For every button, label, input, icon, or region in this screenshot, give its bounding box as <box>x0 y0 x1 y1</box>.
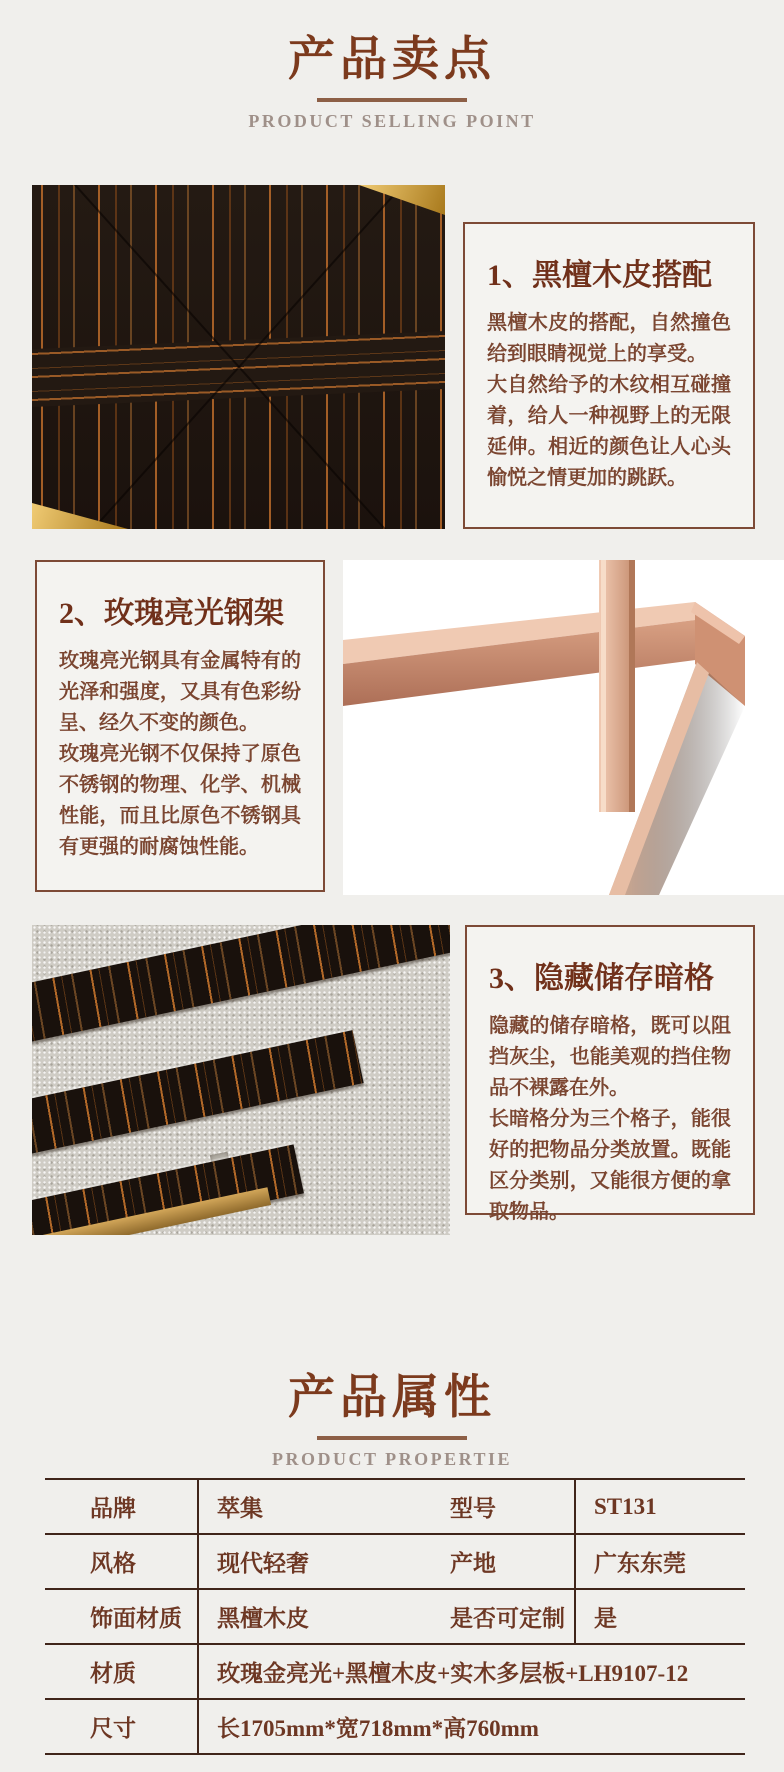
table-label-brand: 品牌 <box>45 1480 199 1533</box>
title-underline <box>317 1436 467 1440</box>
ebony-drawer-front <box>32 1030 364 1158</box>
ebony-veneer-photo <box>32 185 445 529</box>
feature-2-paragraph: 玫瑰亮光钢具有金属特有的光泽和强度，又具有色彩纷呈、经久不变的颜色。 <box>59 650 301 734</box>
table-row <box>45 1590 745 1645</box>
table-row <box>45 1645 745 1700</box>
feature-2-heading: 2、玫瑰亮光钢架 <box>59 597 284 630</box>
table-row <box>45 1700 745 1755</box>
table-value-model: ST131 <box>594 1493 657 1519</box>
table-label-model: 型号 <box>405 1480 576 1533</box>
table-label-customizable: 是否可定制 <box>405 1590 576 1643</box>
feature-box-ebony-veneer <box>463 222 755 529</box>
table-value-style: 现代轻奢 <box>217 1551 309 1576</box>
ebony-drawer-front <box>32 925 450 1044</box>
feature-box-hidden-storage <box>465 925 755 1223</box>
properties-header <box>0 1360 784 1470</box>
feature-1-heading: 1、黑檀木皮搭配 <box>487 259 712 292</box>
properties-subtitle-en: PRODUCT PROPERTIE <box>271 1449 513 1469</box>
table-value-brand: 萃集 <box>217 1496 263 1521</box>
table-value-size: 长1705mm*宽718mm*高760mm <box>217 1716 539 1741</box>
table-label-origin: 产地 <box>405 1535 576 1588</box>
product-properties-table <box>45 1478 745 1755</box>
table-label-veneer: 饰面材质 <box>45 1590 199 1643</box>
table-value-veneer: 黑檀木皮 <box>217 1606 309 1631</box>
table-label-style: 风格 <box>45 1535 199 1588</box>
hidden-storage-drawer-photo <box>32 925 450 1235</box>
table-row <box>45 1480 745 1535</box>
rose-gold-frame-drawing <box>343 560 784 895</box>
selling-point-header <box>0 22 784 132</box>
feature-3-heading: 3、隐藏储存暗格 <box>489 962 714 995</box>
gold-trim-accent <box>359 185 445 215</box>
rose-gold-frame-photo <box>343 560 784 895</box>
selling-point-subtitle-en: PRODUCT SELLING POINT <box>248 111 536 131</box>
feature-3-paragraph: 隐藏的储存暗格，既可以阻挡灰尘，也能美观的挡住物品不裸露在外。 <box>489 1015 731 1099</box>
properties-title: 产品属性 <box>288 1372 496 1424</box>
feature-box-rose-gold-frame <box>35 560 325 892</box>
feature-1-paragraph: 黑檀木皮的搭配，自然撞色给到眼睛视觉上的享受。 <box>487 312 731 365</box>
table-value-origin: 广东东莞 <box>594 1551 686 1576</box>
title-underline <box>317 98 467 102</box>
table-value-material: 玫瑰金亮光+黑檀木皮+实木多层板+LH9107-12 <box>217 1661 689 1686</box>
table-value-customizable: 是 <box>594 1606 617 1631</box>
table-row <box>45 1535 745 1590</box>
feature-2-paragraph: 玫瑰亮光钢不仅保持了原色不锈钢的物理、化学、机械性能，而且比原色不锈钢具有更强的耐腐蚀性能。 <box>59 743 301 858</box>
table-label-size: 尺寸 <box>45 1700 199 1753</box>
feature-3-paragraph: 长暗格分为三个格子，能很好的把物品分类放置。既能区分类别，又能很方便的拿取物品。 <box>489 1108 731 1223</box>
table-label-material: 材质 <box>45 1645 199 1698</box>
feature-1-paragraph: 大自然给予的木纹相互碰撞着，给人一种视野上的无限延伸。相近的颜色让人心头愉悦之情更加的跳跃。 <box>487 374 731 489</box>
selling-point-title: 产品卖点 <box>288 34 496 86</box>
